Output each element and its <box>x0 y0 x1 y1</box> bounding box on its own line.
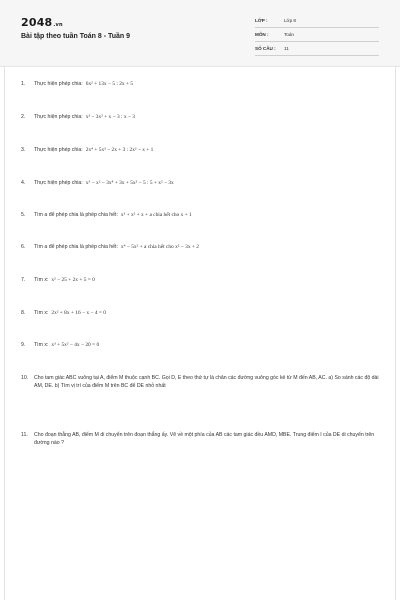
question-text <box>34 80 379 88</box>
question-number: 2. <box>21 114 26 120</box>
question-prompt: Tìm x: <box>34 277 49 283</box>
question-text <box>34 243 379 251</box>
question-text <box>34 374 379 391</box>
page-border-right <box>395 66 396 600</box>
meta-value: Lớp 8 <box>284 18 296 23</box>
meta-row-class <box>255 18 379 28</box>
meta-label: MÔN : <box>255 32 269 37</box>
question-prompt: Tìm a để phép chia là phép chia hết: <box>34 212 118 218</box>
question-prompt: Thực hiện phép chia: <box>34 180 83 186</box>
question-math: 2x⁴ + 5x³ − 2x + 3 : 2x² − x + 1 <box>85 147 154 153</box>
meta-label: LỚP : <box>255 18 268 23</box>
question-prompt: Cho tam giác ABC vuông tại A, điểm M thuộc cạnh BC. Gọi D, E theo thứ tự là chân các đường vuông góc kẻ từ M đến AB, AC. a) So sánh các độ dài AM, DE. b) Tìm vị trí của điểm M trên BC để DE nhỏ nhất <box>34 375 379 390</box>
question-number: 11. <box>21 432 28 438</box>
question-math: x³ + x² + x + a chia hết cho x + 1 <box>120 212 192 218</box>
question-text <box>34 431 379 448</box>
question-text <box>34 113 379 121</box>
question-number: 1. <box>21 81 26 87</box>
question-text <box>34 341 379 349</box>
question-text <box>34 179 379 187</box>
page-border-left <box>4 66 5 600</box>
meta-value: Toán <box>284 32 294 37</box>
question-prompt: Cho đoạn thẳng AB, điểm M di chuyển trên đoạn thẳng ấy. Vẽ về một phía của AB các tam giác đều AMD, MBE. Trung điểm I của DE di chuyển trên đường nào ? <box>34 432 375 447</box>
question-math: x³ − 3x² + x − 3 : x − 3 <box>85 114 135 120</box>
meta-label: SỐ CÂU : <box>255 46 276 51</box>
logo-suffix: .vn <box>53 22 63 28</box>
worksheet-title: Bài tập theo tuần Toán 8 - Tuần 9 <box>21 33 131 40</box>
logo-text: 2048 <box>21 16 53 29</box>
meta-row-subject <box>255 32 379 42</box>
question-number: 9. <box>21 342 26 348</box>
question-prompt: Thực hiện phép chia: <box>34 81 83 87</box>
question-math: 2x² + 8x + 16 − x − 4 = 0 <box>51 310 106 316</box>
question-math: x² − 25 + 2x + 5 = 0 <box>51 277 95 283</box>
question-math: x³ + 5x² − 4x − 20 = 0 <box>51 342 100 348</box>
question-number: 6. <box>21 244 26 250</box>
question-math: x⁴ − 5x² + a chia hết cho x² − 3x + 2 <box>120 244 199 250</box>
question-prompt: Tìm a để phép chia là phép chia hết: <box>34 244 118 250</box>
question-text <box>34 309 379 317</box>
question-prompt: Tìm x: <box>34 310 49 316</box>
question-number: 5. <box>21 212 26 218</box>
question-text <box>34 211 379 219</box>
meta-value: 11 <box>284 46 289 51</box>
question-prompt: Thực hiện phép chia: <box>34 147 83 153</box>
question-text <box>34 146 379 154</box>
question-prompt: Tìm x: <box>34 342 49 348</box>
question-number: 10. <box>21 375 29 381</box>
question-math: x⁵ − x² − 3x⁴ + 3x + 5x³ − 5 : 5 + x² − 3x <box>85 180 174 186</box>
question-number: 3. <box>21 147 26 153</box>
meta-row-question-count <box>255 46 379 56</box>
question-text <box>34 276 379 284</box>
site-logo[interactable] <box>21 16 63 29</box>
worksheet-header <box>0 0 400 67</box>
question-number: 7. <box>21 277 26 283</box>
question-prompt: Thực hiện phép chia: <box>34 114 83 120</box>
question-number: 8. <box>21 310 26 316</box>
question-number: 4. <box>21 180 26 186</box>
question-math: 6x² + 13x − 5 : 2x + 5 <box>85 81 134 87</box>
